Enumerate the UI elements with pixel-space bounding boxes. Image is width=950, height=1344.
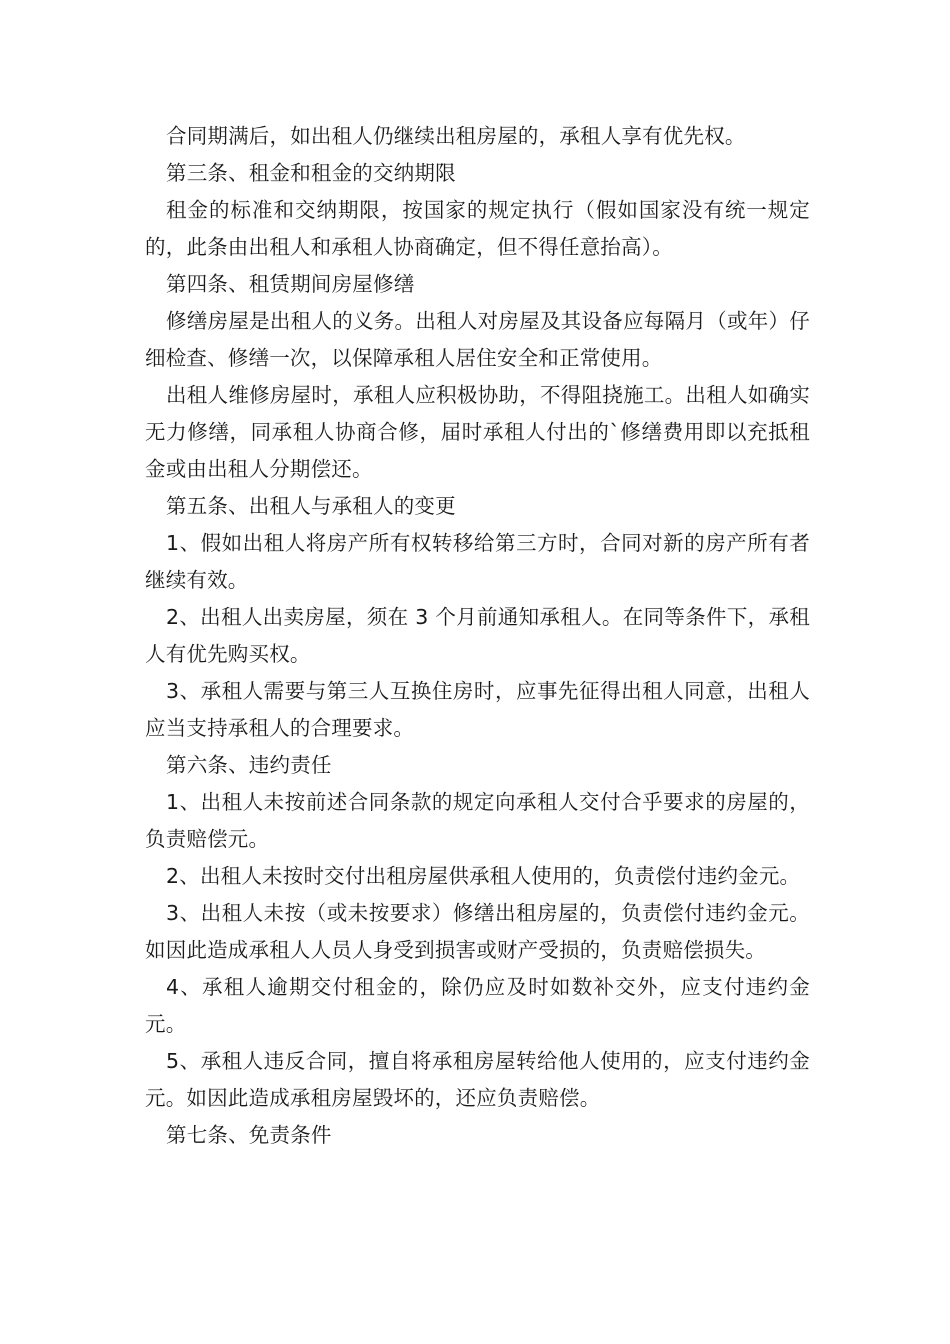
list-item: 4、承租人逾期交付租金的，除仍应及时如数补交外，应支付违约金元。 [145, 975, 810, 1036]
document-body [145, 118, 810, 1154]
article-heading: 第三条、租金和租金的交纳期限 [166, 161, 456, 185]
article-heading: 第四条、租赁期间房屋修缮 [166, 272, 415, 296]
article-heading: 第五条、出租人与承租人的变更 [166, 494, 456, 518]
list-item: 2、出租人未按时交付出租房屋供承租人使用的，负责偿付违约金元。 [166, 864, 801, 888]
list-item: 5、承租人违反合同，擅自将承租房屋转给他人使用的，应支付违约金元。如因此造成承租房屋毁坏的，还应负责赔偿。 [145, 1049, 810, 1110]
article-heading: 第七条、免责条件 [166, 1123, 332, 1147]
paragraph: 合同期满后，如出租人仍继续出租房屋的，承租人享有优先权。 [166, 124, 746, 148]
article-heading: 第六条、违约责任 [166, 753, 332, 777]
list-item: 3、承租人需要与第三人互换住房时，应事先征得出租人同意，出租人应当支持承租人的合理要求。 [145, 679, 810, 740]
paragraph: 修缮房屋是出租人的义务。出租人对房屋及其设备应每隔月（或年）仔细检查、修缮一次，以保障承租人居住安全和正常使用。 [145, 309, 810, 370]
list-item: 3、出租人未按（或未按要求）修缮出租房屋的，负责偿付违约金元。如因此造成承租人人员人身受到损害或财产受损的，负责赔偿损失。 [145, 901, 810, 962]
list-item: 1、出租人未按前述合同条款的规定向承租人交付合乎要求的房屋的，负责赔偿元。 [145, 790, 810, 851]
list-item: 2、出租人出卖房屋，须在 3 个月前通知承租人。在同等条件下，承租人有优先购买权。 [145, 605, 810, 666]
list-item: 1、假如出租人将房产所有权转移给第三方时，合同对新的房产所有者继续有效。 [145, 531, 810, 592]
paragraph: 出租人维修房屋时，承租人应积极协助，不得阻挠施工。出租人如确实无力修缮，同承租人协商合修，届时承租人付出的`修缮费用即以充抵租金或由出租人分期偿还。 [145, 383, 810, 481]
paragraph: 租金的标准和交纳期限，按国家的规定执行（假如国家没有统一规定的，此条由出租人和承租人协商确定，但不得任意抬高）。 [145, 198, 810, 259]
